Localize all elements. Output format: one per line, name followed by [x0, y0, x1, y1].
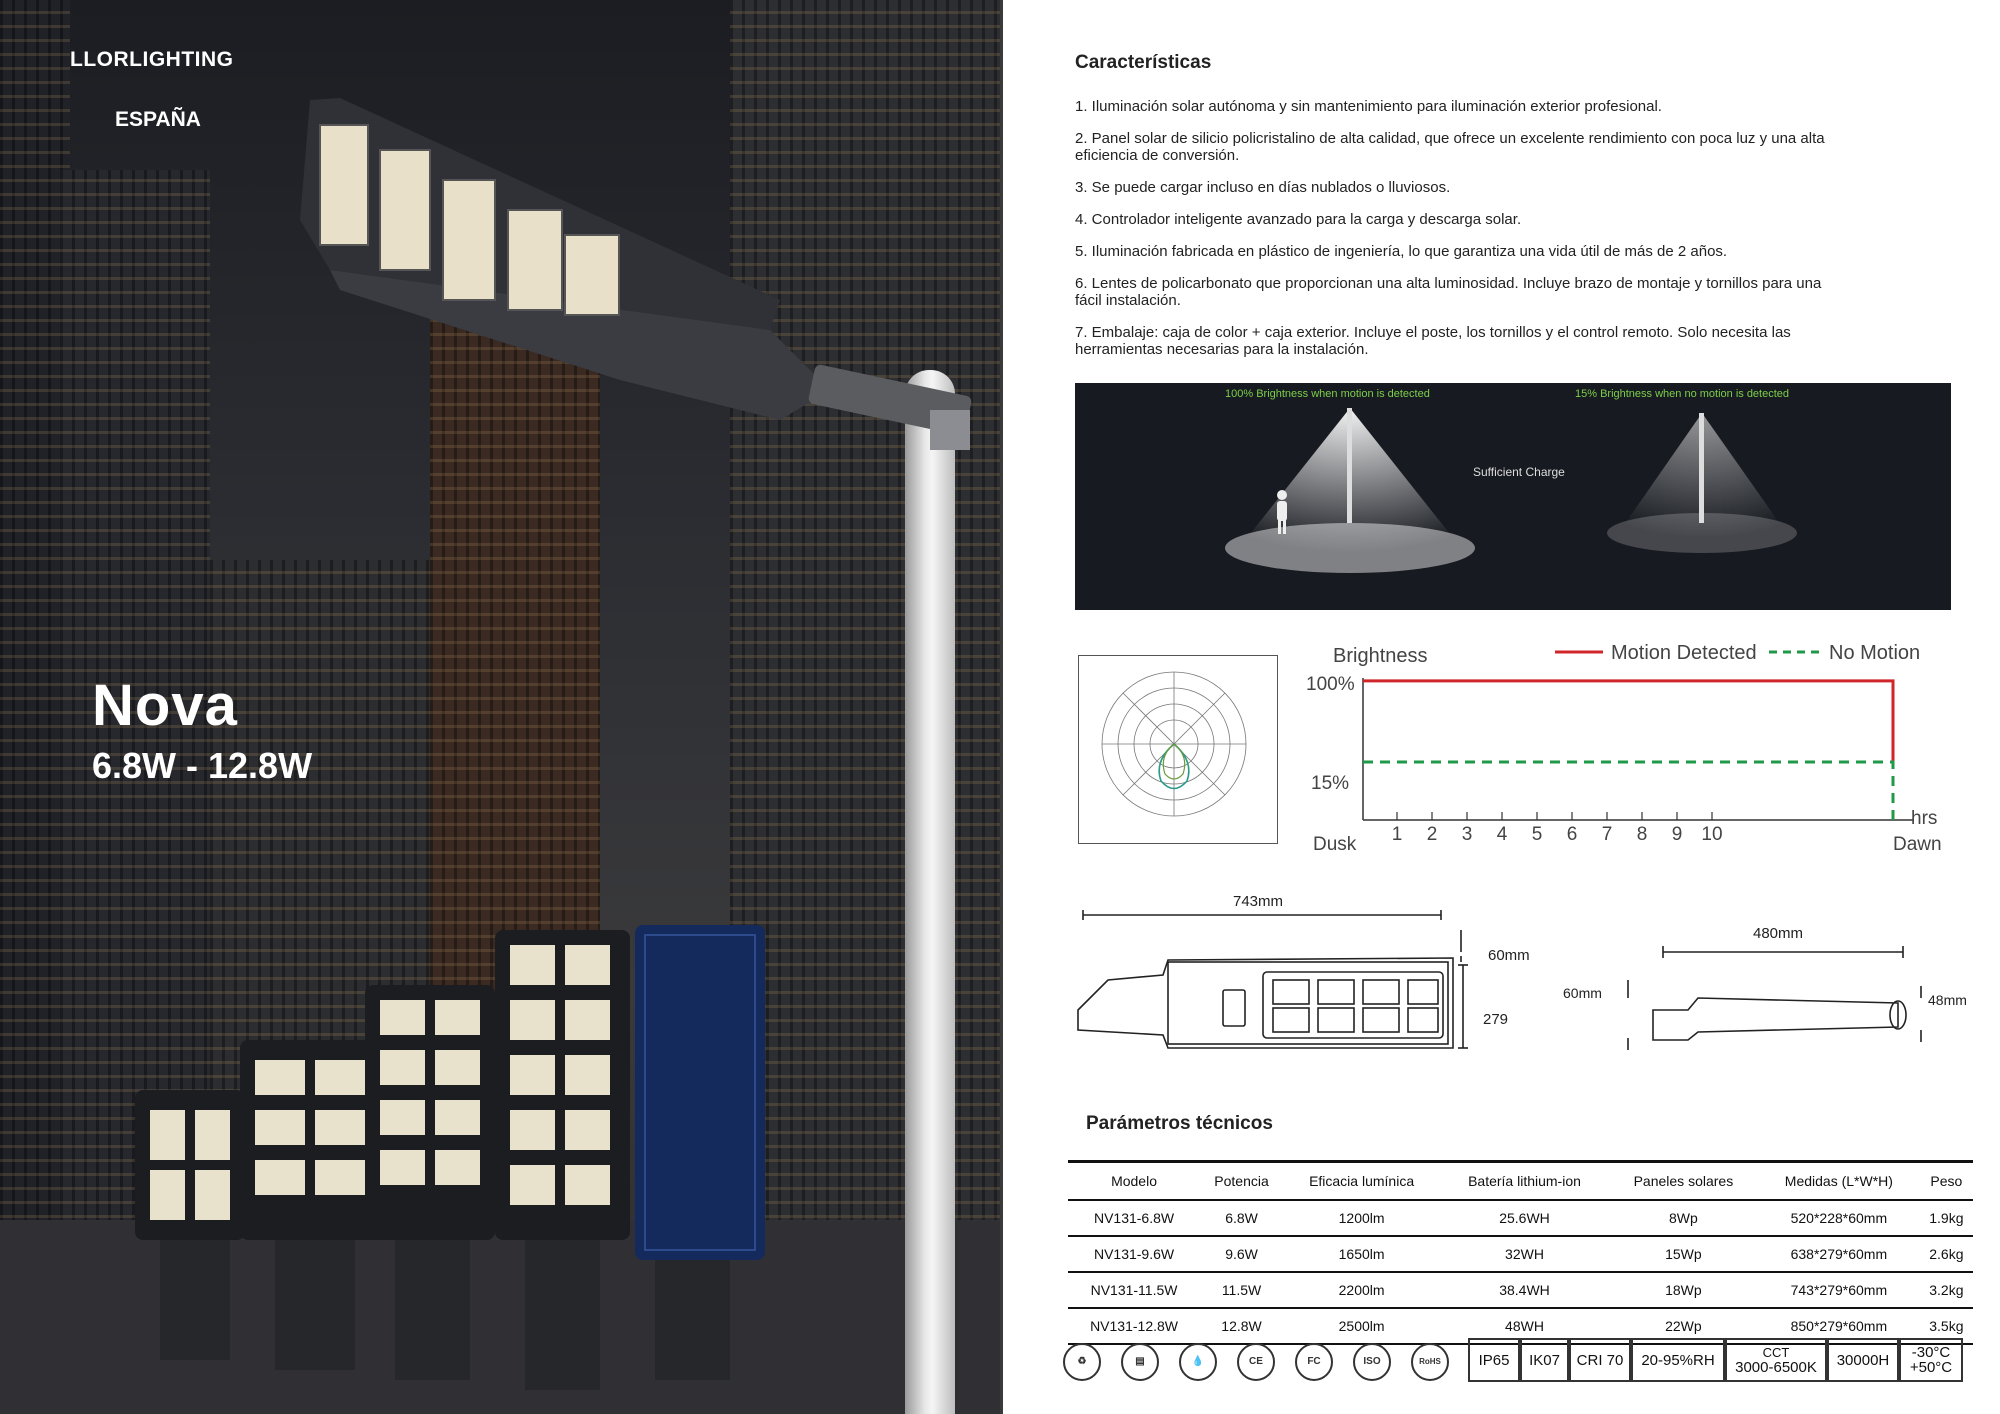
col-header: Modelo [1068, 1162, 1200, 1201]
iso-icon: ISO [1353, 1343, 1391, 1381]
battery-icon: ▤ [1121, 1343, 1159, 1381]
col-header: Peso [1920, 1162, 1973, 1201]
spec-temperature [1899, 1338, 1963, 1382]
table-cell: 11.5W [1200, 1272, 1283, 1308]
x-tick-label: 5 [1531, 824, 1543, 845]
table-cell: 638*279*60mm [1758, 1236, 1920, 1272]
table-cell: NV131-12.8W [1068, 1308, 1200, 1344]
table-cell: 15Wp [1609, 1236, 1758, 1272]
fcc-icon: FC [1295, 1343, 1333, 1381]
feature-item: 4. Controlador inteligente avanzado para la carga y descarga solar. [1075, 211, 1522, 228]
table-cell: 9.6W [1200, 1236, 1283, 1272]
table-cell: NV131-6.8W [1068, 1200, 1200, 1236]
brand-name: LLORLIGHTING [70, 48, 234, 71]
params-title: Parámetros técnicos [1086, 1113, 1273, 1134]
col-header: Potencia [1200, 1162, 1283, 1201]
x-end-label: Dawn [1893, 834, 1942, 855]
light-cones [1075, 383, 1951, 610]
brand-country: ESPAÑA [115, 108, 201, 131]
ce-icon: CE [1237, 1343, 1275, 1381]
spec-life: 30000H [1827, 1338, 1899, 1382]
features-title: Características [1075, 52, 1212, 73]
spec-ip: IP65 [1468, 1338, 1520, 1382]
charge-label: Sufficient Charge [1473, 465, 1565, 479]
table-cell: 48WH [1440, 1308, 1609, 1344]
spec-cct-value: 3000-6500K [1735, 1359, 1817, 1376]
x-axis-label: hrs [1911, 808, 1938, 829]
x-tick-label: 9 [1671, 824, 1683, 845]
spec-cct-label: CCT [1762, 1345, 1790, 1360]
x-tick-label: 6 [1566, 824, 1578, 845]
series-no-motion-line [1363, 762, 1893, 820]
dim-arm-right: 48mm [1928, 992, 1967, 1008]
x-ticks [1392, 812, 1723, 845]
dim-arm-left: 60mm [1563, 985, 1602, 1001]
table-row [1068, 1236, 1973, 1272]
table-cell: 1.9kg [1920, 1200, 1973, 1236]
dim-length: 743mm [1233, 893, 1284, 910]
spec-sheet [1003, 0, 2000, 1414]
table-cell: NV131-11.5W [1068, 1272, 1200, 1308]
table-cell: 850*279*60mm [1758, 1308, 1920, 1344]
table-cell: NV131-9.6W [1068, 1236, 1200, 1272]
x-tick-label: 3 [1461, 824, 1473, 845]
table-cell: 520*228*60mm [1758, 1200, 1920, 1236]
col-header: Medidas (L*W*H) [1758, 1162, 1920, 1201]
table-cell: 743*279*60mm [1758, 1272, 1920, 1308]
spec-cct [1725, 1338, 1827, 1382]
x-tick-label: 4 [1496, 824, 1508, 845]
table-row [1068, 1200, 1973, 1236]
dim-arm-length: 480mm [1753, 925, 1804, 942]
col-header: Batería lithium-ion [1440, 1162, 1609, 1201]
series-motion-line [1363, 681, 1893, 762]
table-cell: 32WH [1440, 1236, 1609, 1272]
table-header-row [1068, 1162, 1973, 1201]
table-cell: 25.6WH [1440, 1200, 1609, 1236]
feature-item: 3. Se puede cargar incluso en días nublados o lluviosos. [1075, 179, 1451, 196]
table-cell: 8Wp [1609, 1200, 1758, 1236]
legend-motion: Motion Detected [1611, 642, 1757, 664]
x-start-label: Dusk [1313, 834, 1357, 855]
certifications-bar [1053, 1338, 1993, 1384]
legend-no-motion: No Motion [1829, 642, 1921, 664]
rohs-icon: RoHS [1411, 1343, 1449, 1381]
table-cell: 3.2kg [1920, 1272, 1973, 1308]
x-tick-label: 1 [1391, 824, 1403, 845]
motion-label: 100% Brightness when motion is detected [1225, 388, 1430, 400]
spec-temp-high: +50°C [1909, 1359, 1953, 1376]
table-cell: 3.5kg [1920, 1308, 1973, 1344]
motion-sensor-banner [1075, 383, 1951, 610]
spec-temp-low: -30°C [1911, 1344, 1951, 1361]
table-cell: 1650lm [1283, 1236, 1440, 1272]
mounted-lamp [300, 98, 972, 450]
params-table [1068, 1160, 1973, 1345]
table-cell: 2200lm [1283, 1272, 1440, 1308]
water-icon: 💧 [1179, 1343, 1217, 1381]
x-tick-label: 10 [1701, 824, 1723, 845]
x-tick-label: 8 [1636, 824, 1648, 845]
x-tick-label: 7 [1601, 824, 1613, 845]
dim-height: 60mm [1488, 947, 1530, 964]
spec-humidity: 20-95%RH [1631, 1338, 1725, 1382]
features-list [1075, 98, 1835, 373]
table-cell: 18Wp [1609, 1272, 1758, 1308]
polar-diagram [1079, 656, 1277, 843]
feature-item: 7. Embalaje: caja de color + caja exterior. Incluye el poste, los tornillos y el control remoto. Solo necesita las herramientas necesarias para la instalación. [1075, 324, 1791, 358]
feature-item: 6. Lentes de policarbonato que proporcionan una alta luminosidad. Incluye brazo de montaje y tornillos para una fácil instalación. [1075, 275, 1822, 309]
brightness-chart [1273, 630, 1953, 860]
ytick-15: 15% [1311, 773, 1350, 794]
col-header: Eficacia lumínica [1283, 1162, 1440, 1201]
polar-light-distribution [1078, 655, 1278, 844]
arm-side-view [1628, 946, 1921, 1050]
product-wattage: 6.8W - 12.8W [92, 745, 313, 786]
product-name: Nova [92, 673, 238, 738]
table-cell: 2500lm [1283, 1308, 1440, 1344]
feature-item: 1. Iluminación solar autónoma y sin mantenimiento para iluminación exterior profesional. [1075, 98, 1662, 115]
col-header: Paneles solares [1609, 1162, 1758, 1201]
feature-item: 5. Iluminación fabricada en plástico de ingeniería, lo que garantiza una vida útil de más de 2 años. [1075, 243, 1728, 260]
dim-width: 279 [1483, 1011, 1509, 1028]
product-lineup [135, 925, 765, 1390]
table-cell: 22Wp [1609, 1308, 1758, 1344]
table-cell: 38.4WH [1440, 1272, 1609, 1308]
feature-item: 2. Panel solar de silicio policristalino de alta calidad, que ofrece un excelente rendimiento con poca luz y una alta eficiencia de conversión. [1075, 130, 1825, 164]
no-motion-label: 15% Brightness when no motion is detected [1575, 388, 1790, 400]
table-row [1068, 1272, 1973, 1308]
x-tick-label: 2 [1426, 824, 1438, 845]
recycle-icon: ♻ [1063, 1343, 1101, 1381]
spec-ik: IK07 [1520, 1338, 1569, 1382]
lamp-side-view [1078, 910, 1468, 1048]
table-cell: 2.6kg [1920, 1236, 1973, 1272]
dimension-drawing [1073, 880, 1967, 1090]
chart-ylabel: Brightness [1333, 645, 1428, 667]
spec-cri: CRI 70 [1569, 1338, 1631, 1382]
ytick-100: 100% [1306, 674, 1355, 695]
table-cell: 6.8W [1200, 1200, 1283, 1236]
table-cell: 1200lm [1283, 1200, 1440, 1236]
table-cell: 12.8W [1200, 1308, 1283, 1344]
